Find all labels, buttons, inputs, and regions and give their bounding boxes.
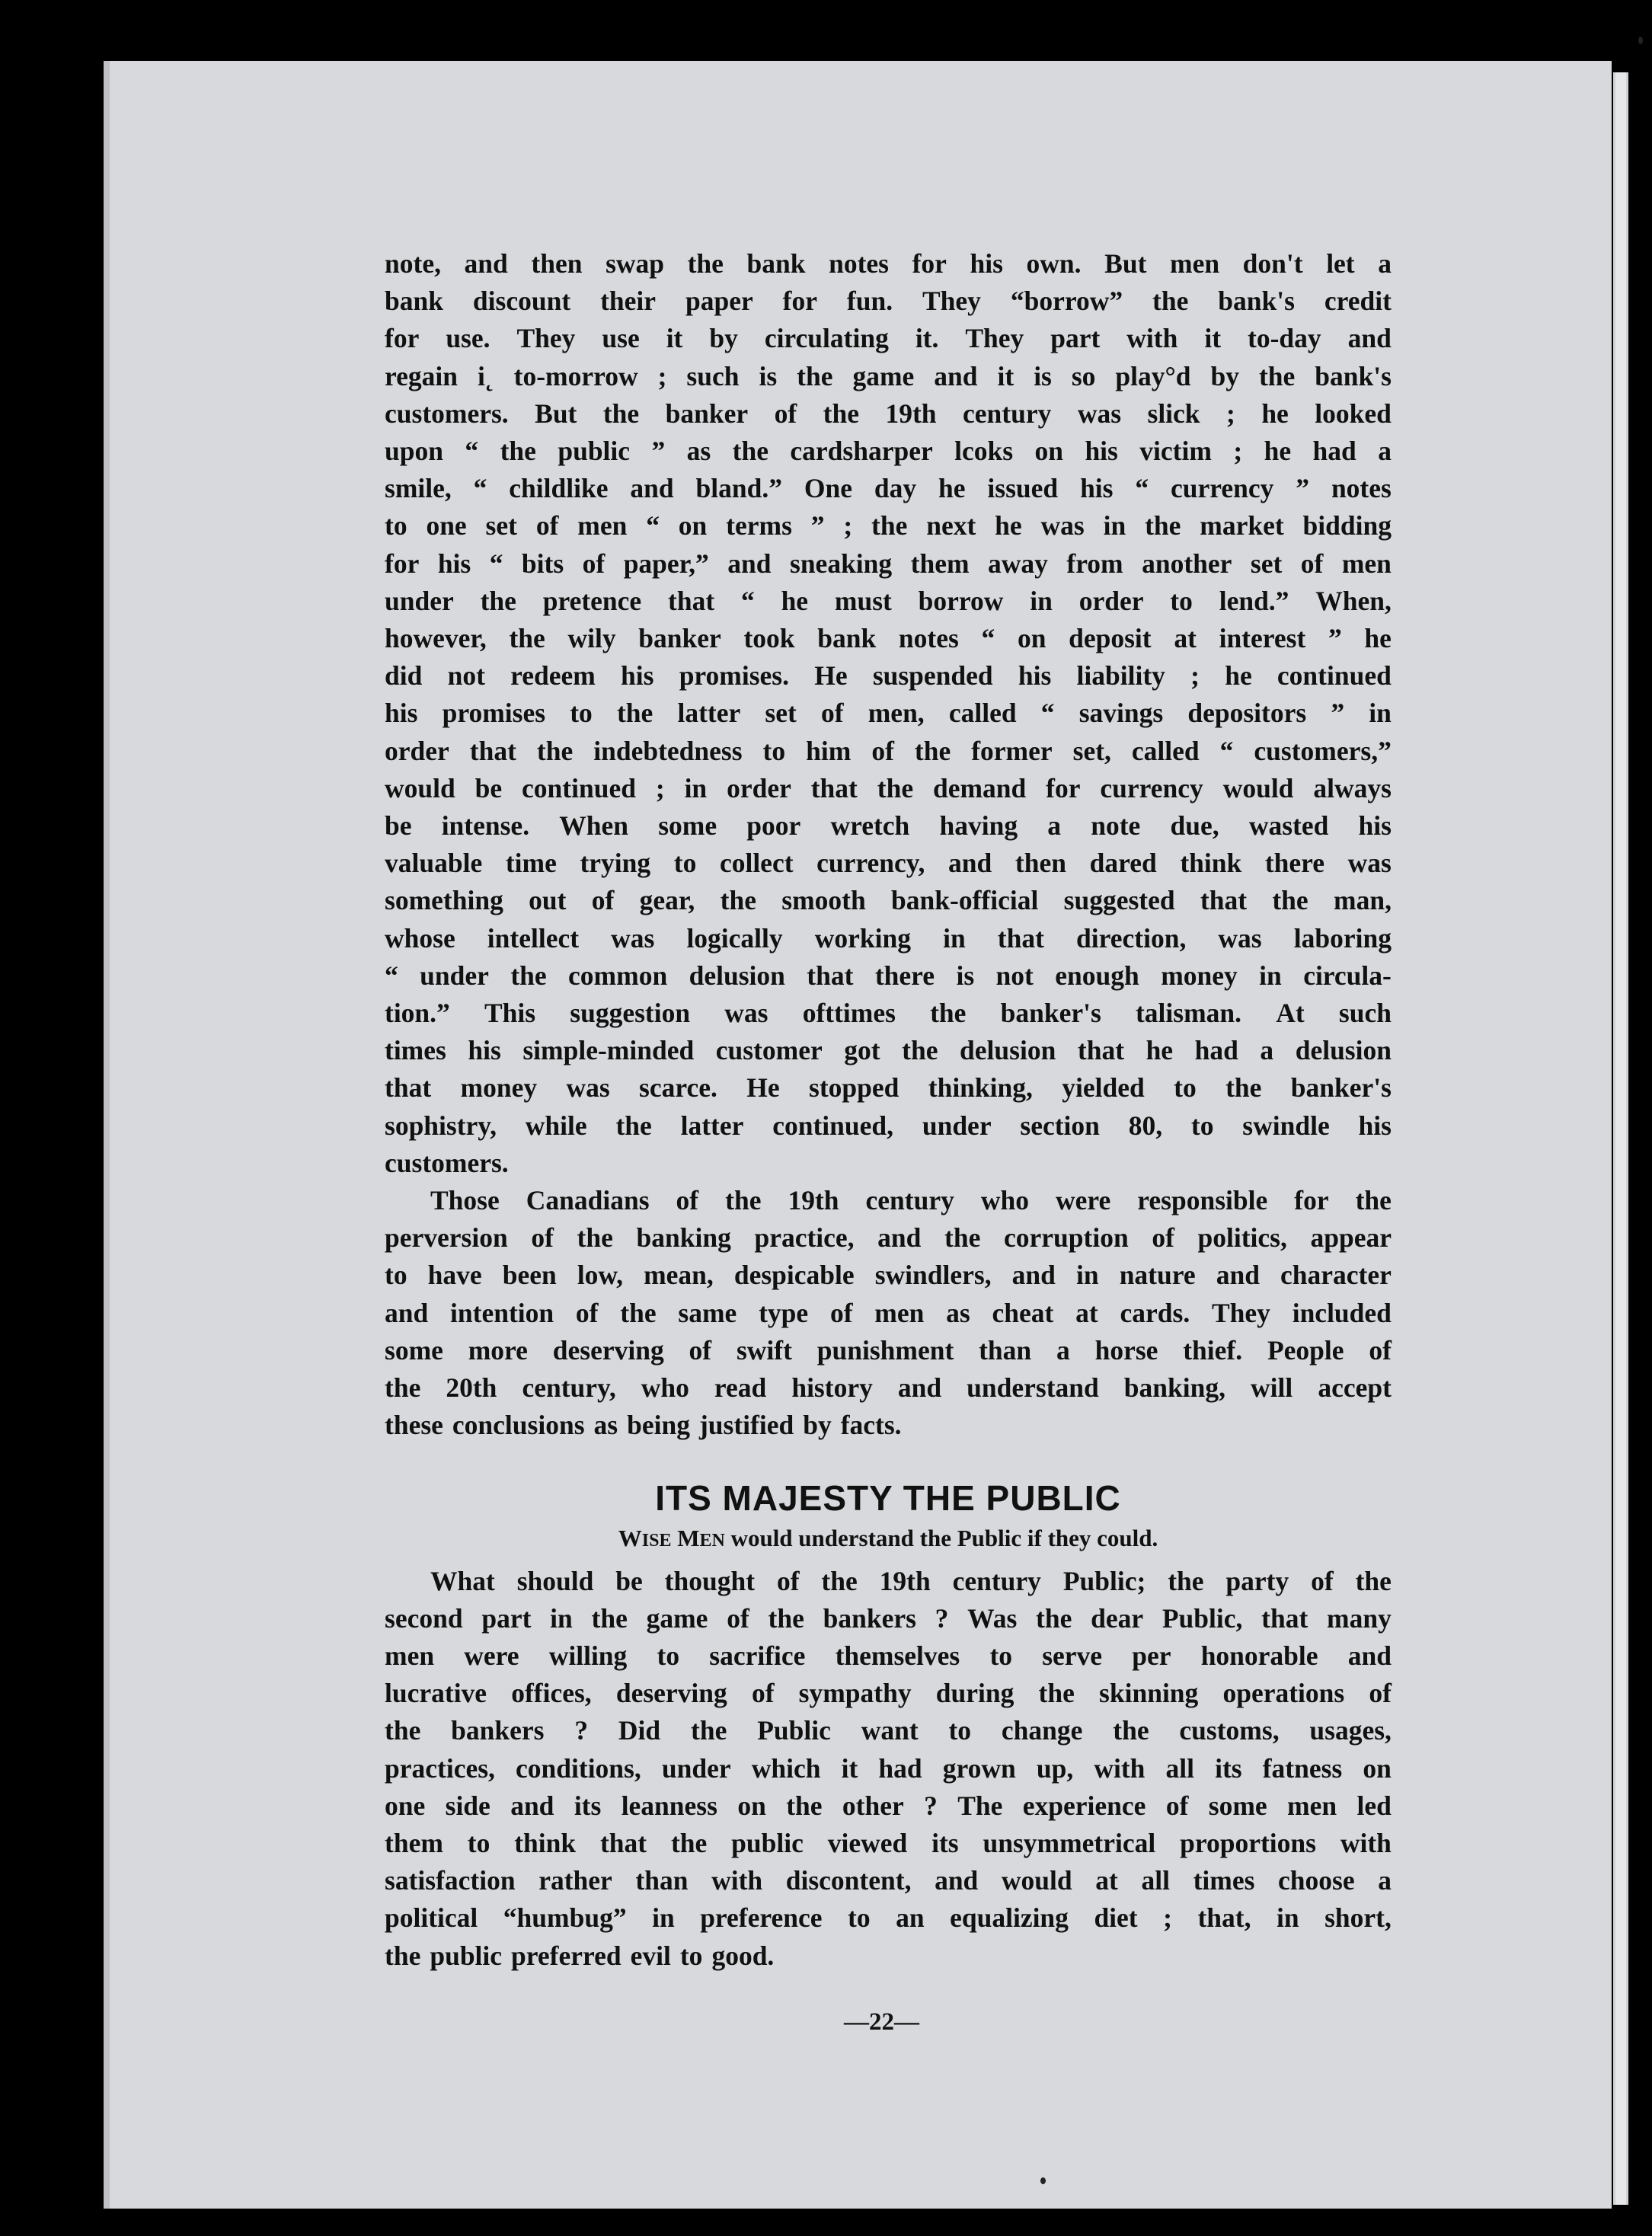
scan-speck	[1638, 37, 1643, 44]
text-line: smile, “ childlike and bland.” One day he issued his “ currency ” notes	[385, 473, 1392, 504]
text-line: to one set of men “ on terms ” ; the next he was in the market bidding	[385, 510, 1392, 541]
text-line: customers. But the banker of the 19th century was slick ; he looked	[385, 398, 1392, 429]
text-line: the public preferred evil to good.	[385, 1940, 775, 1971]
text-line: did not redeem his promises. He suspended his liability ; he continued	[385, 660, 1392, 692]
text-line: to have been low, mean, despicable swindlers, and in nature and character	[385, 1260, 1392, 1291]
text-line: upon “ the public ” as the cardsharper lcoks on his victim ; he had a	[385, 436, 1392, 467]
text-line: “ under the common delusion that there is not enough money in circula-	[385, 960, 1392, 991]
text-line: customers.	[385, 1147, 509, 1178]
text-line: for his “ bits of paper,” and sneaking them away from another set of men	[385, 548, 1392, 579]
text-line: times his simple-minded customer got the delusion that he had a delusion	[385, 1035, 1392, 1066]
text-line: tion.” This suggestion was ofttimes the banker's talisman. At such	[385, 998, 1392, 1029]
text-line: regain i˛ to-morrow ; such is the game and it is so play°d by the bank's	[385, 360, 1392, 391]
scan-speck	[1040, 2177, 1046, 2184]
text-line: them to think that the public viewed its unsymmetrical proportions with	[385, 1827, 1392, 1858]
text-line: however, the wily banker took bank notes “ on deposit at interest ” he	[385, 623, 1392, 654]
text-line: something out of gear, the smooth bank-official suggested that the man,	[385, 885, 1392, 916]
text-line: under the pretence that “ he must borrow in order to lend.” When,	[385, 585, 1392, 616]
text-line: sophistry, while the latter continued, under section 80, to swindle his	[385, 1110, 1392, 1141]
text-line: men were willing to sacrifice themselves to serve per honorable and	[385, 1640, 1392, 1671]
text-line: order that the indebtedness to him of the former set, called “ customers,”	[385, 735, 1392, 766]
text-line: Those Canadians of the 19th century who were responsible for the	[430, 1185, 1392, 1216]
text-line: be intense. When some poor wretch having a note due, wasted his	[385, 810, 1392, 842]
text-line: valuable time trying to collect currency, and then dared think there was	[385, 848, 1392, 879]
facing-page-edge	[1613, 72, 1628, 2205]
page-number: —22—	[844, 2008, 919, 2036]
paragraph-3	[385, 1563, 1392, 1975]
paragraph-2	[385, 1182, 1392, 1444]
text-line: whose intellect was logically working in that direction, was laboring	[385, 922, 1392, 953]
text-line: these conclusions as being justified by facts.	[385, 1410, 902, 1441]
text-line: would be continued ; in order that the demand for currency would always	[385, 772, 1392, 803]
text-line: bank discount their paper for fun. They “borrow” the bank's credit	[385, 286, 1392, 317]
text-line: practices, conditions, under which it had grown up, with all its fatness on	[385, 1752, 1392, 1784]
text-line: note, and then swap the bank notes for his own. But men don't let a	[385, 248, 1392, 279]
text-line: the 20th century, who read history and understand banking, will accept	[385, 1372, 1392, 1404]
text-line: his promises to the latter set of men, called “ savings depositors ” in	[385, 698, 1392, 729]
section-subheading: WISE MEN would understand the Public if they could.	[618, 1524, 1158, 1551]
page-body	[385, 245, 1392, 1975]
text-line: second part in the game of the bankers ? Was the dear Public, that many	[385, 1602, 1392, 1634]
text-line: political “humbug” in preference to an equalizing diet ; that, in short,	[385, 1902, 1392, 1934]
paragraph-1	[385, 245, 1392, 1182]
text-line: one side and its leanness on the other ? The experience of some men led	[385, 1790, 1392, 1821]
text-line: lucrative offices, deserving of sympathy during the skinning operations of	[385, 1678, 1392, 1709]
section-heading: ITS MAJESTY THE PUBLIC	[655, 1477, 1121, 1518]
text-line: for use. They use it by circulating it. They part with it to-day and	[385, 323, 1392, 354]
text-line: perversion of the banking practice, and the corruption of politics, appear	[385, 1222, 1392, 1254]
text-line: the bankers ? Did the Public want to change the customs, usages,	[385, 1715, 1392, 1746]
text-line: that money was scarce. He stopped thinking, yielded to the banker's	[385, 1072, 1392, 1104]
text-line: satisfaction rather than with discontent, and would at all times choose a	[385, 1865, 1392, 1896]
text-line: some more deserving of swift punishment than a horse thief. People of	[385, 1334, 1392, 1366]
text-line: What should be thought of the 19th century Public; the party of the	[430, 1565, 1392, 1596]
text-line: and intention of the same type of men as cheat at cards. They included	[385, 1297, 1392, 1328]
